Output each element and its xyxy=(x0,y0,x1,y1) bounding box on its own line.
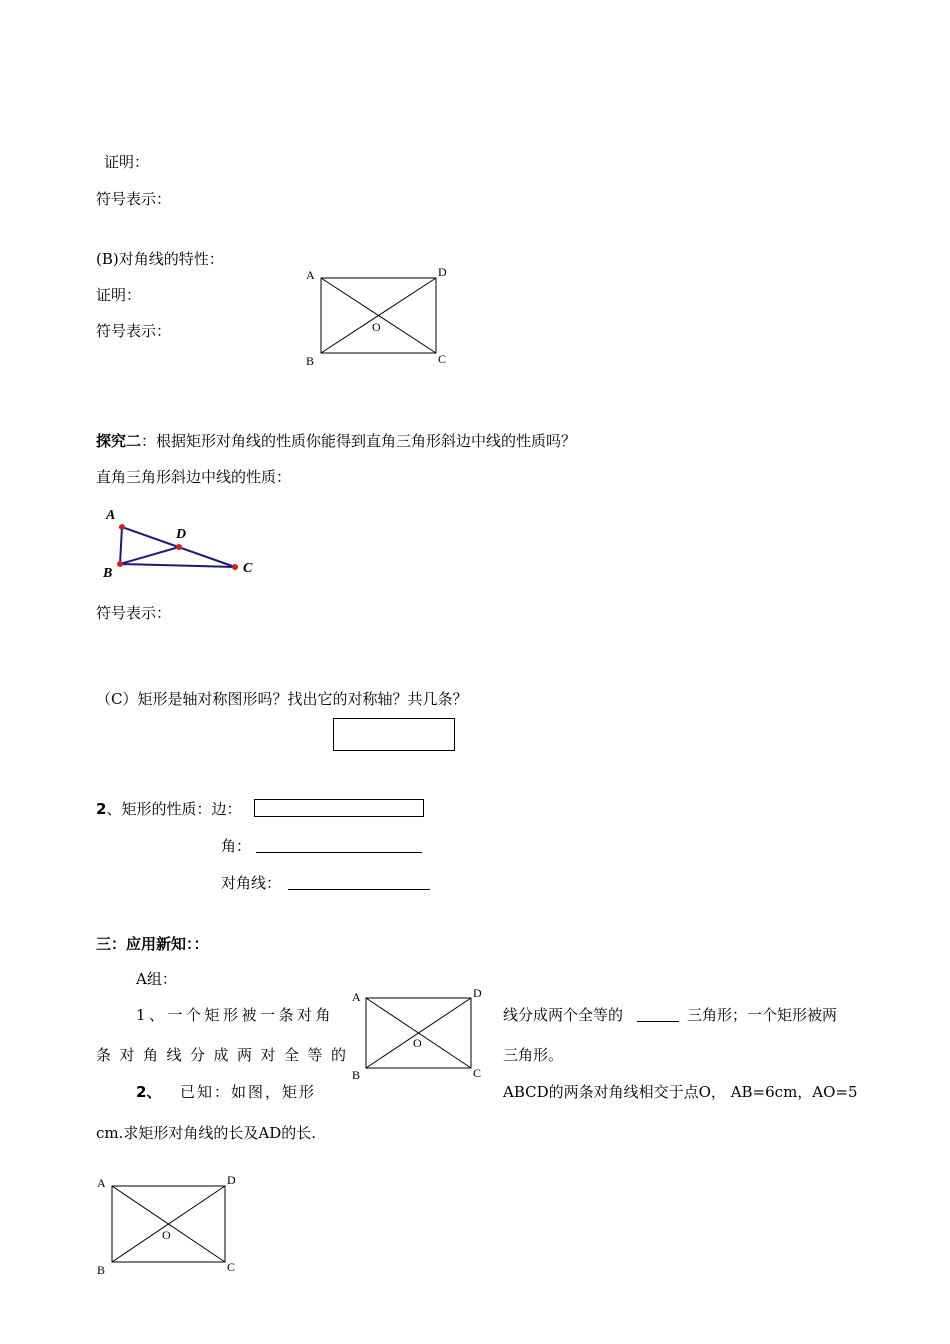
q2-line2: cm.求矩形对角线的长及AD的长. xyxy=(96,1124,317,1142)
group-a-label: A组： xyxy=(136,970,177,988)
rect3-label-b: B xyxy=(97,1263,106,1277)
symbol-label-1: 符号表示： xyxy=(96,190,172,208)
rect2-label-o: O xyxy=(413,1036,422,1050)
rect2-label-d: D xyxy=(473,986,482,1000)
symmetry-question: （C）矩形是轴对称图形吗？找出它的对称轴？共几条？ xyxy=(96,690,468,708)
tri-label-b: B xyxy=(103,566,113,581)
explore2-bold: 探究二 xyxy=(96,432,142,450)
q1-right-text-a: 线分成两个全等的 xyxy=(503,1006,624,1024)
tri-label-d: D xyxy=(176,527,187,542)
q2-left-text: 已知：如图，矩形 xyxy=(180,1083,317,1101)
rect1-label-a: A xyxy=(306,268,315,282)
q1-left-text: 1、一个矩形被一条对角 xyxy=(136,1006,335,1024)
symbol-label-3: 符号表示： xyxy=(96,604,172,622)
rect1-label-d: D xyxy=(438,265,447,279)
rect3-label-o: O xyxy=(162,1228,171,1242)
rect1-label-c: C xyxy=(438,352,447,366)
properties-edge-label: 、矩形的性质：边： xyxy=(106,800,242,818)
properties-diagonal-label: 对角线： xyxy=(221,874,282,892)
rect1-label-b: B xyxy=(306,354,315,368)
rect2-label-a: A xyxy=(352,990,361,1004)
rect2-label-c: C xyxy=(473,1066,482,1080)
median-property-label: 直角三角形斜边中线的性质： xyxy=(96,468,292,486)
properties-angle-label: 角： xyxy=(221,837,252,855)
proof-label-1: 证明： xyxy=(104,153,150,171)
explore2-text: ：根据矩形对角线的性质你能得到直角三角形斜边中线的性质吗？ xyxy=(141,432,577,450)
diagonal-property-title: (B)对角线的特性： xyxy=(96,250,224,268)
q2-number: 2、 xyxy=(136,1083,162,1101)
apply-title: 三：应用新知：： xyxy=(96,935,209,953)
rect2-label-b: B xyxy=(352,1068,361,1082)
rect3-label-a: A xyxy=(97,1176,106,1190)
rect1-label-o: O xyxy=(372,320,381,334)
q1-line2-right: 三角形。 xyxy=(503,1046,564,1064)
symbol-label-2: 符号表示： xyxy=(96,322,172,340)
tri-label-a: A xyxy=(106,508,116,523)
rect3-label-c: C xyxy=(227,1260,236,1274)
q1-right-text-b: 三角形；一个矩形被两 xyxy=(687,1006,838,1024)
q2-right-text: ABCD的两条对角线相交于点O， AB=6cm，AO=5 xyxy=(503,1083,858,1101)
proof-label-2: 证明： xyxy=(96,286,142,304)
q1-line2-left: 条对角线分成两对全等的 xyxy=(96,1046,355,1064)
tri-label-c: C xyxy=(243,561,253,576)
properties-number: 2 xyxy=(96,800,107,818)
rect3-label-d: D xyxy=(227,1173,236,1187)
